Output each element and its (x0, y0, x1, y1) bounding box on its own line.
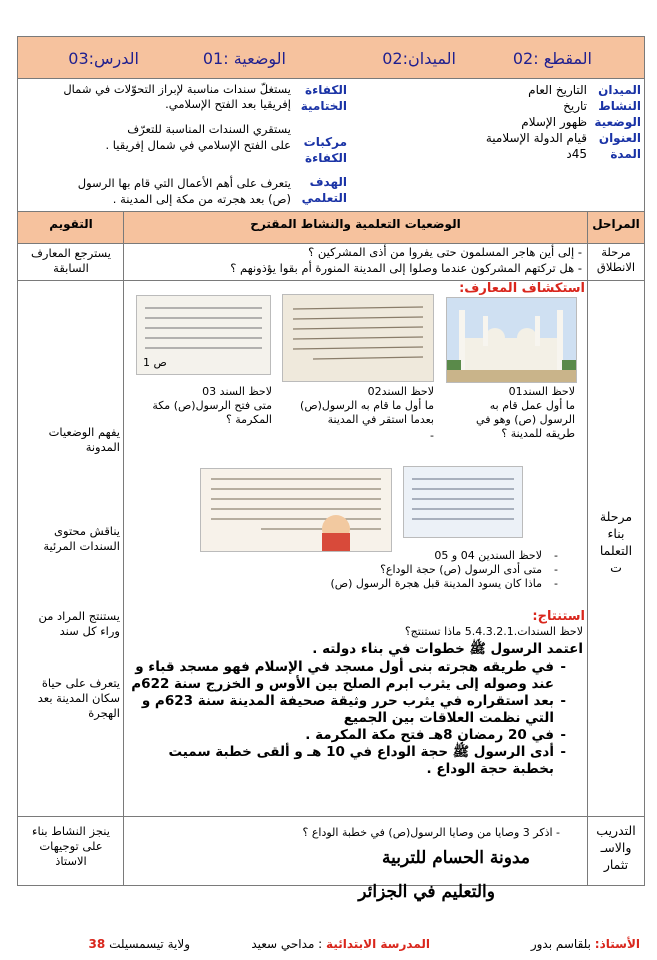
document-04-05-item: - ماذا كان يسود المدينة قبل هجرة الرسول (ص) (210, 577, 546, 591)
document-02-block (284, 385, 434, 443)
build-evaluation-3: يستنتج المراد من وراء كل سند (38, 609, 120, 638)
lesson-header-bar (18, 37, 644, 79)
info-value-field: التاريخ العام (528, 83, 587, 97)
build-stage-label (590, 508, 642, 576)
competence-components-text-2: على الفتح الإسلامي في شمال إفريقيا . (105, 138, 291, 152)
info-label-activity: النشاط (598, 99, 641, 113)
start-evaluation: يسترجع المعارف السابقة (30, 246, 112, 275)
footer-school (230, 937, 430, 951)
document-scan-icon (201, 469, 391, 551)
start-stage-label: مرحلة الانطلاق (596, 245, 636, 274)
document-02-bullet: - (430, 429, 434, 442)
footer-teacher (440, 937, 640, 951)
conclusion-title: استنتاج: (532, 609, 585, 624)
learning-objective-label: الهدف (309, 175, 347, 189)
lesson-field (68, 49, 139, 68)
lesson-label: الدرس (94, 49, 139, 68)
stages-column-header: المراحل (592, 217, 640, 231)
blog-watermark-line-1: مدونة الحسام للتربية (382, 848, 530, 868)
documents-04-05-questions (210, 549, 560, 591)
competence-components-text-1: يستقري السندات المناسبة للتعرّف (127, 122, 291, 136)
info-value-duration: 45د (566, 147, 587, 161)
domain-value: :02 (382, 49, 408, 68)
learning-objective-label-2: التعلمي (301, 191, 347, 205)
info-label-situation: الوضعية (594, 115, 641, 129)
info-labels-right (595, 82, 641, 162)
divider (18, 243, 645, 244)
explore-title: استكشاف المعارف: (459, 281, 585, 296)
practice-stage-label (590, 822, 642, 873)
conclusion-question: لاحظ السندات.5.4.3.2.1 ماذا تستنتج؟ (404, 625, 583, 638)
teacher-label: الأستاذ: (594, 937, 640, 951)
build-evaluation-2: يناقش محتوى السندات المرئية (43, 524, 120, 553)
mosque-illustration (447, 298, 576, 382)
build-stage-line: التعلما (599, 543, 633, 558)
info-value-situation: ظهور الإسلام (521, 115, 587, 129)
school-name: : مداحي سعيد (251, 937, 327, 951)
document-03-title: لاحظ السند 03 (202, 385, 272, 398)
situations-column-header: الوضعيات التعلمية والنشاط المقترح (250, 217, 461, 231)
situation-label: الوضعية (233, 49, 286, 68)
teacher-name: بلقاسم بدور (530, 937, 595, 951)
domain-label: الميدان (408, 49, 456, 68)
document-03-question: متى فتح الرسول(ص) مكة المكرمة ؟ (152, 399, 272, 426)
document-02-question: ما أول ما قام به الرسول(ص) بعدما استقر في المدينة (300, 399, 434, 426)
divider (123, 211, 124, 886)
photo-caption: ص 1 (143, 356, 167, 369)
segment-field (513, 49, 592, 68)
info-label-field: الميدان (598, 83, 641, 97)
competence-components-label: مركبات (303, 135, 347, 149)
competence-labels (295, 82, 347, 206)
conclusion-item: - في طريقه هجرته بنى أول مسجد في الإسلام فهو مسجد قباء و عند وصوله إلى يثرب ابرم الصلح بين الأوس و الخزرج سنة 622م (128, 659, 554, 693)
blog-watermark-line-2: والتعليم في الجزائر (358, 882, 495, 902)
info-values-right (447, 82, 587, 162)
practice-stage-line: التدريب (596, 823, 636, 838)
info-label-title: العنوان (598, 131, 641, 145)
segment-value: :02 (512, 49, 539, 68)
segment-label: المقطع (543, 49, 592, 68)
info-value-title: قيام الدولة الإسلامية (485, 131, 587, 145)
practice-evaluation: ينجز النشاط بناء على توجيهات الاستاذ (32, 824, 110, 868)
build-evaluation-1: يفهم الوضعيات المدونة (48, 425, 120, 454)
final-competence-label: الكفاءة (305, 83, 347, 97)
divider (18, 816, 645, 817)
learning-objective-text-1: يتعرف على أهم الأعمال التي قام بها الرسول (77, 176, 291, 190)
start-question-2: - هل تركتهم المشركون عندما وصلوا إلى المدينة المنورة أم بقوا يؤذونهم ؟ (230, 261, 582, 275)
document-03-image (136, 295, 271, 375)
page-number: 38 (88, 937, 106, 951)
situation-value: :01 (202, 49, 229, 68)
conclusion-item: - أدى الرسول ﷺ حجة الوداع في 10 هـ و ألقى خطبة سميت بخطبة حجة الوداع . (128, 744, 554, 778)
conclusion-item: - في 20 رمضان 8هـ فتح مكة المكرمة . (128, 727, 554, 744)
mosque-photo (446, 297, 577, 383)
build-stage-line: بناء (607, 526, 625, 541)
document-01-block (455, 385, 575, 441)
conclusion-item: - بعد استقراره في يثرب حرر وثيقة صحيفة المدينة سنة 623م و التي نظمت العلاقات بين الجميع (128, 693, 554, 727)
final-competence-text: يستغلّ سندات مناسبة لإبراز التحوّلات في شمال إفريقيا بعد الفتح الإسلامي. (63, 82, 291, 111)
domain-field (382, 49, 456, 68)
document-01-title: لاحظ السند01 (508, 385, 575, 398)
document-04-05-item: - لاحظ السندين 04 و 05 (210, 549, 546, 563)
build-evaluation-4: يتعرف على حياة سكان المدينة بعد الهجرة (37, 676, 120, 720)
document-02-title: لاحظ السند02 (367, 385, 434, 398)
conclusion-intro: اعتمد الرسول ﷺ خطوات في بناء دولته . (312, 641, 583, 657)
lesson-value: :03 (68, 49, 95, 68)
build-stage-line: ت (610, 560, 622, 575)
evaluation-column-header: التقويم (49, 217, 93, 231)
divider (587, 211, 588, 886)
document-01-question: ما أول عمل قام به الرسول (ص) وهو في طريقه للمدينة ؟ (476, 399, 575, 440)
info-value-activity: تاريخ (563, 99, 587, 113)
footer-wilaya (20, 937, 190, 951)
practice-stage-line: تثمار (603, 857, 629, 872)
document-04-05-item: - متى أدى الرسول (ص) حجة الوداع؟ (210, 563, 546, 577)
practice-stage-line: والاسـ (600, 840, 632, 855)
document-03-block (122, 385, 272, 427)
document-scan-icon (404, 467, 522, 537)
document-05-image (403, 466, 523, 538)
competence-components-label-2: الكفاءة (305, 151, 347, 165)
info-label-duration: المدة (610, 147, 641, 161)
situation-field (203, 49, 286, 68)
practice-task: - اذكر 3 وصايا من وصايا الرسول(ص) في خطبة الوداع ؟ (302, 826, 560, 839)
document-scan-icon (283, 295, 433, 381)
build-stage-line: مرحلة (599, 509, 633, 524)
school-label: المدرسة الابتدائية (326, 937, 430, 951)
learning-objective-text-2: (ص) بعد هجرته من مكة إلى المدينة . (112, 192, 291, 206)
conclusion-list (128, 659, 568, 778)
start-question-1: - إلى أين هاجر المسلمون حتى يفروا من أذى المشركين ؟ (308, 245, 582, 259)
divider (18, 211, 645, 212)
wilaya-name: ولاية تيسمسيلت (109, 937, 190, 951)
document-04-image (200, 468, 392, 552)
document-02-image (282, 294, 434, 382)
final-competence-label-2: الختامية (300, 99, 347, 113)
